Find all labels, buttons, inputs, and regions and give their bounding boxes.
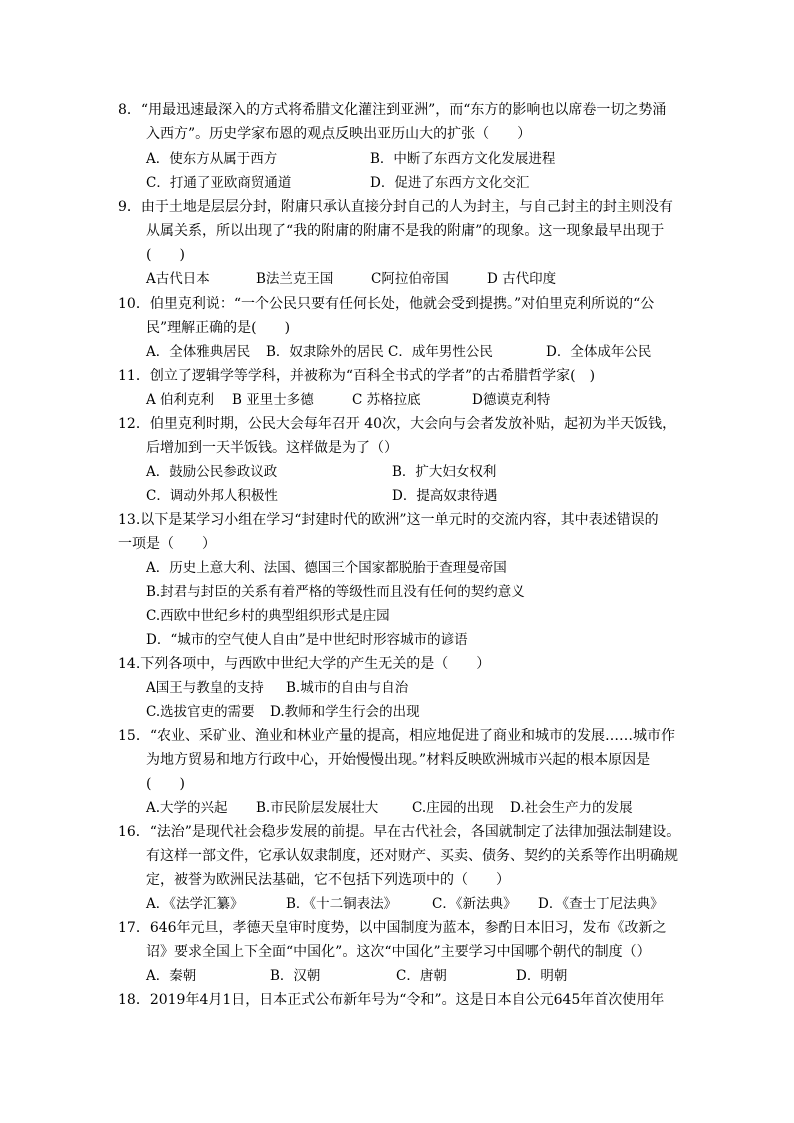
question-stem-line: 15．“农业、采矿业、渔业和林业产量的提高，相应地促进了商业和城市的发展……城市作 [118,728,675,744]
option-d[interactable]: D．“城市的空气使人自由”是中世纪时形容城市的谚语 [146,632,468,648]
question-stem-line: 18．2019年4月1日，日本正式公布新年号为“令和”。这是日本自公元645年首次使用年 [118,992,665,1008]
option-c[interactable]: C．成年男性公民 [388,344,493,360]
question-stem-line: 11．创立了逻辑学等学科，并被称为“百科全书式的学者”的古希腊哲学家( ) [118,368,596,384]
option-d[interactable]: D．《查士丁尼法典》 [538,896,664,912]
question-stem-line: 8．“用最迅速最深入的方式将希腊文化灌注到亚洲”，而“东方的影响也以席卷一切之势涌 [118,102,667,118]
question-stem-line: 一项是（ ） [118,536,216,552]
question-stem-line: 17．646年元旦，孝德天皇审时度势，以中国制度为蓝本，参酌日本旧习，发布《改新之 [118,920,667,936]
option-d[interactable]: D．明朝 [516,968,568,984]
option-c[interactable]: C阿拉伯帝国 [371,271,449,287]
option-a[interactable]: A．全体雅典居民 [146,344,251,360]
option-d[interactable]: D.教师和学生行会的出现 [270,704,420,720]
question-stem-line: 16．“法治”是现代社会稳步发展的前提。早在古代社会，各国就制定了法律加强法制建设。 [118,824,681,840]
option-b[interactable]: B.城市的自由与自治 [286,680,409,696]
question-stem-line: 定，被誉为欧洲民法基础，它不包括下列选项中的（ ） [146,872,510,888]
option-c[interactable]: C.西欧中世纪乡村的典型组织形式是庄园 [146,608,390,624]
option-c[interactable]: C 苏格拉底 [352,392,421,408]
option-b[interactable]: B．《十二铜表法》 [286,896,398,912]
option-c[interactable]: C.庄园的出现 [412,800,494,816]
question-stem-line: 入西方”。历史学家布恩的观点反映出亚历山大的扩张（ ） [146,126,532,142]
option-c[interactable]: C．打通了亚欧商贸通道 [146,175,292,191]
option-a[interactable]: A古代日本 [146,271,210,287]
option-b[interactable]: B．汉朝 [270,968,321,984]
question-stem-line: 后增加到一天半饭钱。这样做是为了（） [146,440,398,456]
question-stem-line: 10．伯里克利说：“一个公民只要有任何长处，他就会受到提携。”对伯里克利所说的“公 [118,296,655,312]
question-stem-line: ( ) [146,776,185,792]
option-d[interactable]: D．提高奴隶待遇 [392,488,498,504]
option-b[interactable]: B法兰克王国 [256,271,334,287]
question-stem-line: 14.下列各项中，与西欧中世纪大学的产生无关的是（ ） [118,656,491,672]
option-a[interactable]: A.大学的兴起 [146,800,228,816]
question-stem-line: 有这样一部文件，它承认奴隶制度，还对财产、买卖、债务、契约的关系等作出明确规 [146,848,678,864]
option-b[interactable]: B．中断了东西方文化发展进程 [370,151,556,167]
question-stem-line: 12．伯里克利时期，公民大会每年召开 40次，大会向与会者发放补贴，起初为半天饭钱， [118,416,677,432]
question-stem-line: 民”理解正确的是( ) [146,320,291,336]
option-b[interactable]: B．扩大妇女权利 [392,464,497,480]
option-d[interactable]: D．全体成年公民 [546,344,652,360]
option-c[interactable]: C．唐朝 [396,968,447,984]
option-a[interactable]: A．使东方从属于西方 [146,151,278,167]
question-stem-line: 诏》要求全国上下全面“中国化”。这次“中国化”主要学习中国哪个朝代的制度（） [146,944,651,960]
option-a[interactable]: A．秦朝 [146,968,197,984]
option-a[interactable]: A．《法学汇纂》 [146,896,244,912]
question-stem-line: 9．由于土地是层层分封，附庸只承认直接分封自己的人为封主，与自己封主的封主则没有 [118,199,673,215]
question-stem-line: 为地方贸易和地方行政中心，开始慢慢出现。”材料反映欧洲城市兴起的根本原因是 [146,752,651,768]
option-a[interactable]: A国王与教皇的支持 [146,680,264,696]
option-c[interactable]: C．调动外邦人积极性 [146,488,278,504]
option-d[interactable]: D.社会生产力的发展 [510,800,633,816]
option-b[interactable]: B．奴隶除外的居民 [266,344,384,360]
question-stem-line: ( ) [146,247,185,263]
question-stem-line: 从属关系，所以出现了“我的附庸的附庸不是我的附庸”的现象。这一现象最早出现于 [146,223,665,239]
option-a[interactable]: A 伯利克利 [146,392,215,408]
option-c[interactable]: C．《新法典》 [432,896,517,912]
option-a[interactable]: A．历史上意大利、法国、德国三个国家都脱胎于查理曼帝国 [146,560,507,576]
option-b[interactable]: B 亚里士多德 [232,392,314,408]
option-d[interactable]: D德谟克利特 [472,392,551,408]
option-d[interactable]: D．促进了东西方文化交汇 [370,175,530,191]
option-b[interactable]: B.封君与封臣的关系有着严格的等级性而且没有任何的契约意义 [146,584,525,600]
option-a[interactable]: A．鼓励公民参政议政 [146,464,278,480]
question-stem-line: 13.以下是某学习小组在学习“封建时代的欧洲”这一单元时的交流内容，其中表述错误的 [118,512,659,528]
option-b[interactable]: B.市民阶层发展壮大 [256,800,379,816]
option-c[interactable]: C.选拔官吏的需要 [146,704,255,720]
option-d[interactable]: D 古代印度 [487,271,557,287]
